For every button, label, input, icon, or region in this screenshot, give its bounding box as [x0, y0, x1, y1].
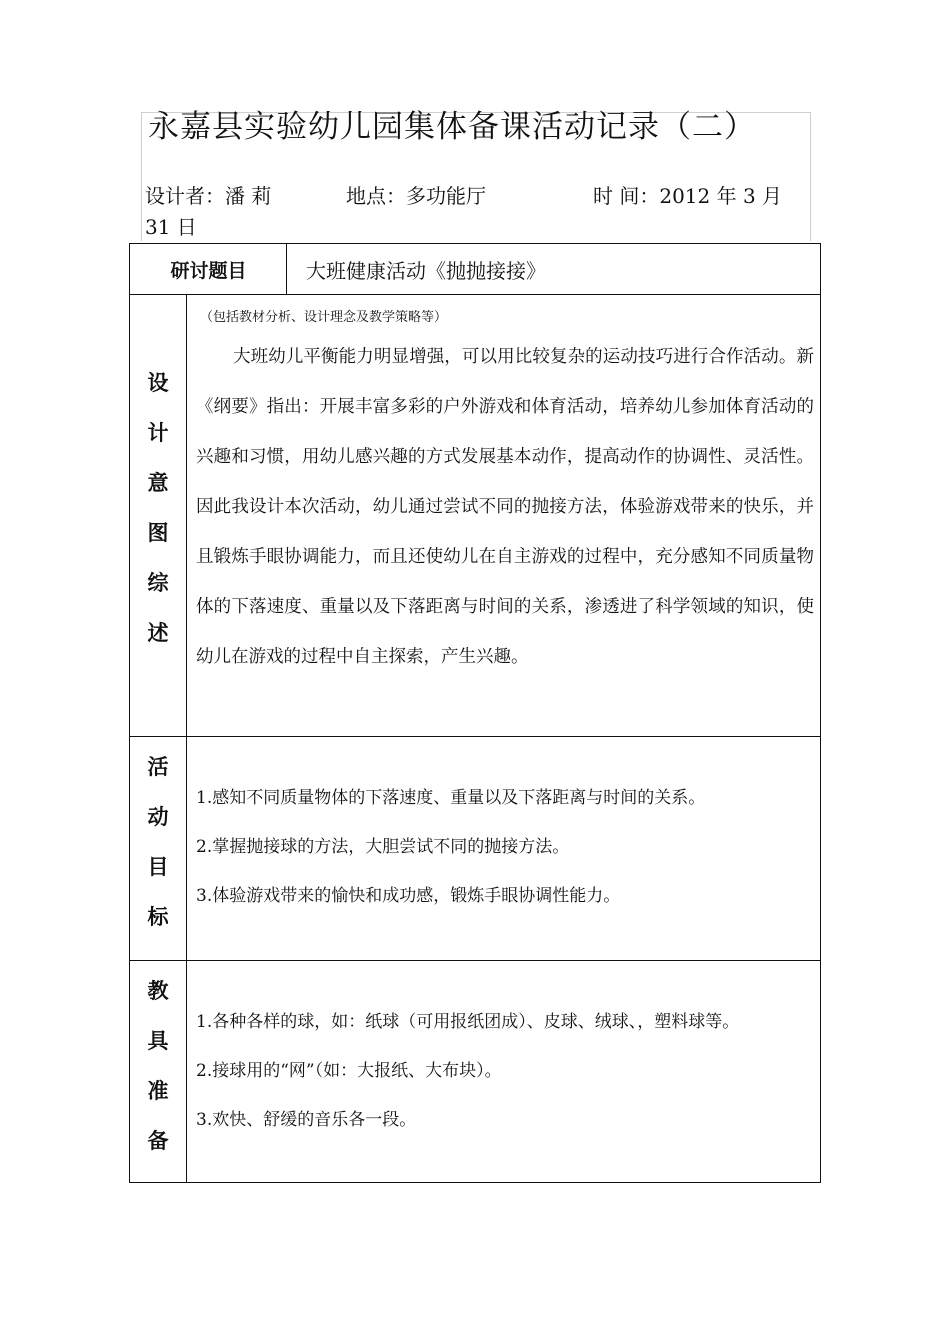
time-field-continued: 31 日 — [145, 215, 197, 239]
list-item: 2.接球用的“网”（如：大报纸、大布块）。 — [196, 1061, 502, 1081]
document-title: 永嘉县实验幼儿园集体备课活动记录（二） — [148, 109, 756, 145]
design-note: （包括教材分析、设计理念及教学策略等） — [200, 310, 448, 325]
row-divider — [130, 960, 820, 961]
materials-label: 教 具 准 备 — [147, 979, 169, 1153]
row-divider — [130, 736, 820, 737]
place-field: 地点：多功能厅 — [346, 184, 486, 208]
designer-field: 设计者：潘 莉 — [145, 184, 272, 208]
list-item: 3.欢快、舒缓的音乐各一段。 — [196, 1110, 417, 1130]
design-paragraph: 大班幼儿平衡能力明显增强，可以用比较复杂的运动技巧进行合作活动。新《纲要》指出：开展丰富多彩的户外游戏和体育活动，培养幼儿参加体育活动的兴趣和习惯，用幼儿感兴趣的方式发展基本动作，提高动作的协调性、灵活性。因此我设计本次活动，幼儿通过尝试不同的抛接方法，体验游戏带来的快乐，并且锻炼手眼协调能力，而且还使幼儿在自主游戏的过程中，充分感知不同质量物体的下落速度、重量以及下落距离与时间的关系，渗透进了科学领域的知识，使幼儿在游戏的过程中自主探索，产生兴趣。 — [196, 347, 814, 667]
row-divider — [130, 294, 820, 295]
design-intent-label: 设 计 意 图 综 述 — [147, 371, 169, 645]
topic-label: 研讨题目 — [170, 259, 247, 282]
list-item: 3.体验游戏带来的愉快和成功感，锻炼手眼协调性能力。 — [196, 886, 621, 906]
activity-goals-label: 活 动 目 标 — [147, 755, 169, 929]
list-item: 1.感知不同质量物体的下落速度、重量以及下落距离与时间的关系。 — [196, 788, 706, 808]
list-item: 2.掌握抛接球的方法，大胆尝试不同的抛接方法。 — [196, 837, 570, 857]
list-item: 1.各种各样的球，如：纸球（可用报纸团成）、皮球、绒球、，塑料球等。 — [196, 1012, 740, 1032]
record-table — [129, 243, 821, 1183]
materials-list — [196, 998, 739, 1145]
time-field: 时 间：2012 年 3 月 — [593, 184, 783, 208]
topic-value: 大班健康活动《抛抛接接》 — [306, 258, 546, 283]
goals-list — [196, 774, 705, 921]
column-divider — [186, 294, 187, 1182]
